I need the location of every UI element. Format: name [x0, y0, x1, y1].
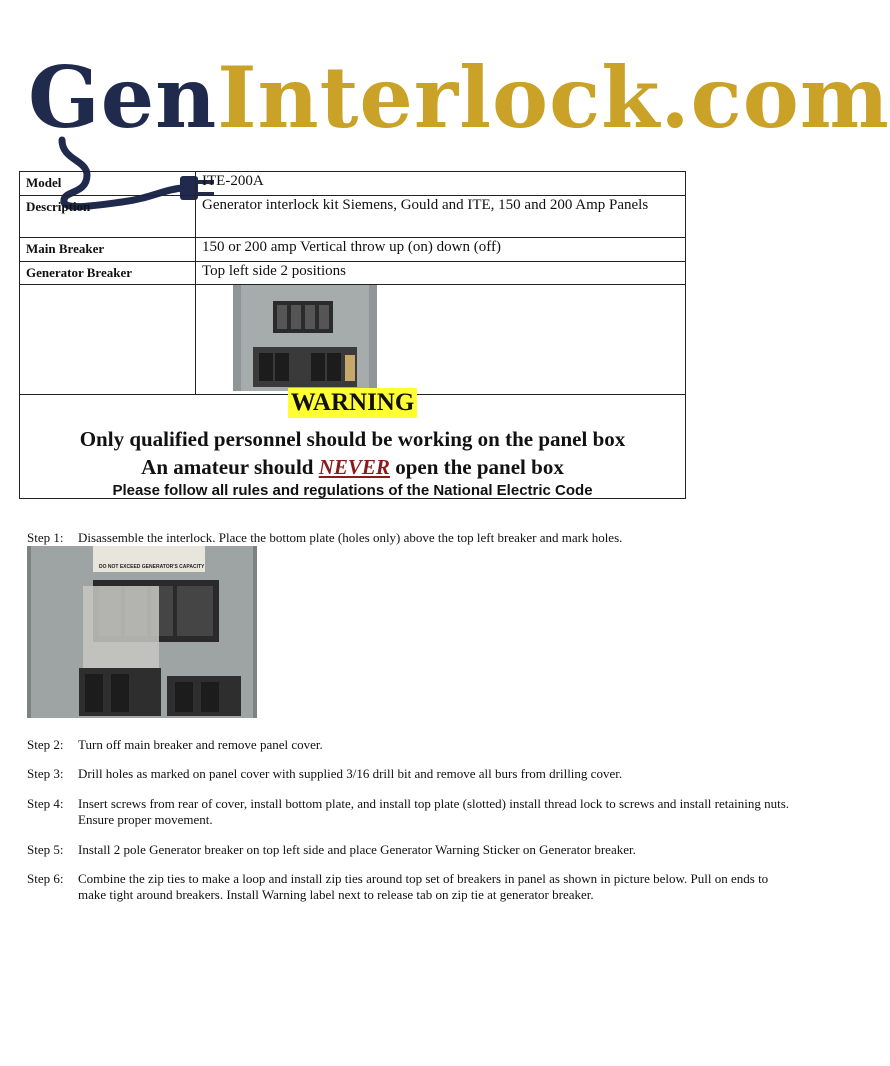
step-6 [27, 871, 797, 903]
warning-line-2 [20, 452, 685, 482]
spec-key: Description [20, 196, 196, 238]
step-text: Install 2 pole Generator breaker on top left side and place Generator Warning Sticker on Generator breaker. [78, 842, 636, 857]
warning-box [19, 382, 686, 499]
table-row [20, 196, 686, 238]
spec-value: ITE-200A [196, 172, 686, 196]
step-text: Drill holes as marked on panel cover with supplied 3/16 drill bit and remove all burs from drilling cover. [78, 766, 623, 781]
table-row [20, 172, 686, 196]
warning-never: NEVER [318, 455, 390, 479]
step-3 [27, 766, 797, 782]
table-row [20, 262, 686, 285]
logo-wordmark [28, 48, 890, 148]
step-5 [27, 842, 797, 858]
table-row [20, 285, 686, 395]
spec-table [19, 171, 686, 395]
table-row [20, 238, 686, 262]
step-label: Step 5: [27, 842, 64, 857]
logo-interlock-text: Interlock.com [217, 48, 890, 147]
warning-line-3: Please follow all rules and regulations of the National Electric Code [112, 482, 593, 499]
geninterlock-logo [28, 48, 890, 166]
interlock-photo [27, 546, 257, 718]
spec-key: Model [20, 172, 196, 196]
spec-key: Generator Breaker [20, 262, 196, 285]
warning-line-1: Only qualified personnel should be working on the panel box [79, 427, 626, 451]
step-4 [27, 796, 797, 828]
logo-gen-text: Gen [28, 48, 218, 147]
step-label: Step 4: [27, 796, 64, 811]
spec-value: 150 or 200 amp Vertical throw up (on) down (off) [196, 238, 686, 262]
step-label: Step 3: [27, 766, 64, 781]
step-text: Combine the zip ties to make a loop and install zip ties around top set of breakers in panel as shown in picture below. Pull on ends to make tight around breakers. Install Warning label next to release tab on zip tie at generator breaker. [78, 871, 769, 902]
step-label: Step 1: [27, 530, 64, 545]
panel-photo-cell [196, 285, 686, 395]
panel-photo [233, 285, 377, 391]
sticker-text: DO NOT EXCEED GENERATOR'S CAPACITY [99, 564, 205, 570]
step-1 [27, 530, 797, 546]
empty-cell [20, 285, 196, 395]
step-label: Step 2: [27, 737, 64, 752]
spec-value: Generator interlock kit Siemens, Gould and ITE, 150 and 200 Amp Panels [196, 196, 686, 238]
step-2 [27, 737, 797, 753]
step-text: Turn off main breaker and remove panel cover. [78, 737, 323, 752]
warning-line-2-post: open the panel box [395, 455, 564, 479]
spec-value: Top left side 2 positions [196, 262, 686, 285]
step-text: Disassemble the interlock. Place the bottom plate (holes only) above the top left breaker and mark holes. [78, 530, 623, 545]
warning-title: WARNING [288, 388, 418, 418]
spec-key: Main Breaker [20, 238, 196, 262]
step-text: Insert screws from rear of cover, install bottom plate, and install top plate (slotted) install thread lock to screws and install retaining nuts. Ensure proper movement. [78, 796, 790, 827]
warning-line-2-pre: An amateur should [141, 455, 314, 479]
step-label: Step 6: [27, 871, 64, 886]
